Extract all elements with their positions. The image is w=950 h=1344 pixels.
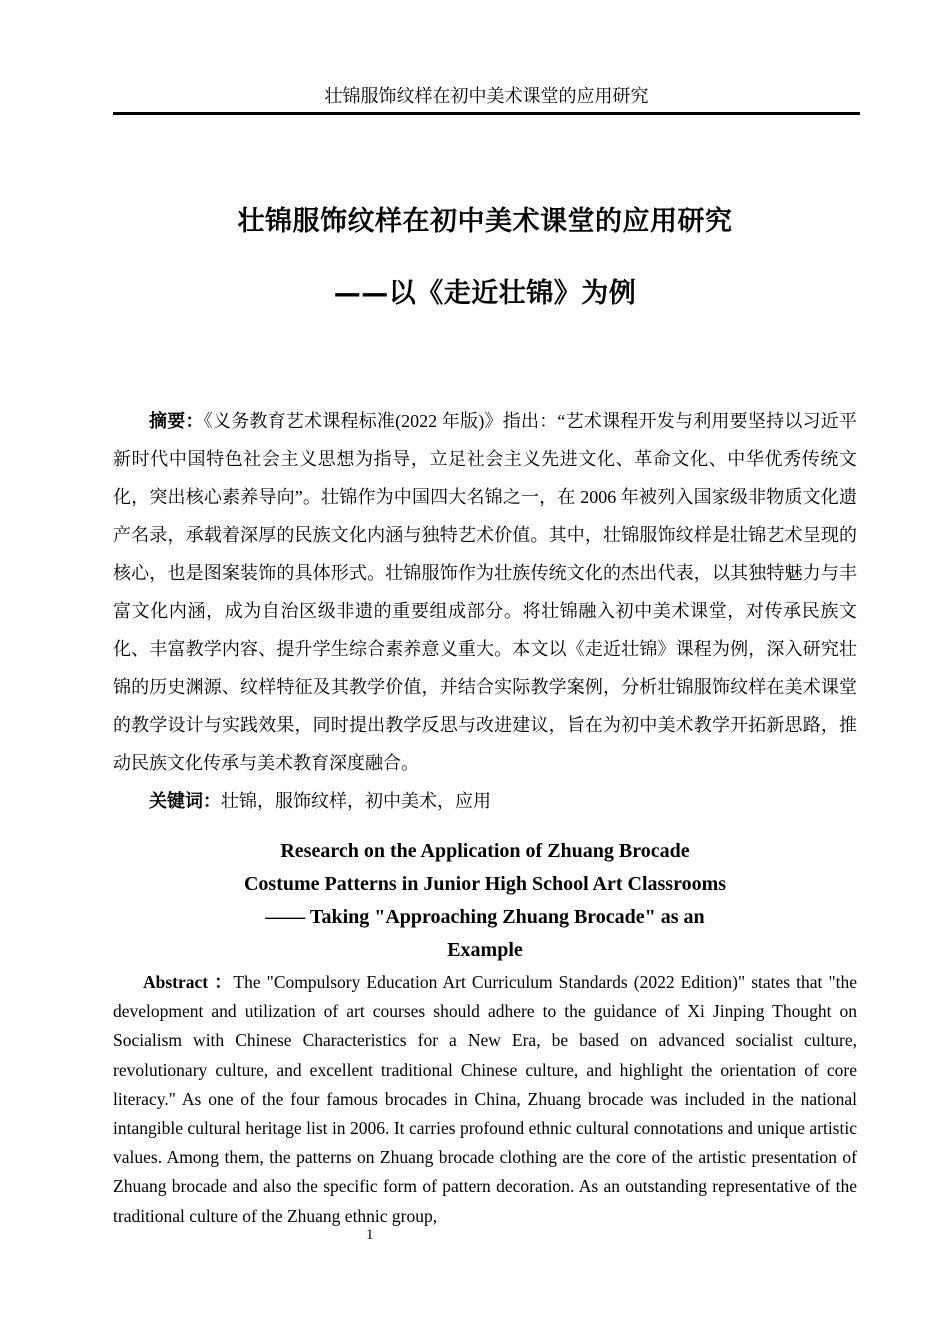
- abstract-cn-label: 摘要：: [149, 411, 204, 431]
- page-number: 1: [366, 1227, 374, 1243]
- abstract-en-label: Abstract ：: [143, 972, 234, 992]
- english-title-line-3: —— Taking "Approaching Zhuang Brocade" as an: [265, 906, 705, 928]
- document-title-cn: 壮锦服饰纹样在初中美术课堂的应用研究: [237, 206, 733, 237]
- running-header: [113, 84, 860, 115]
- document-subtitle-cn: ——以《走近壮锦》为例: [333, 278, 637, 309]
- english-title: [113, 835, 857, 967]
- english-title-line-2: Costume Patterns in Junior High School Art Classrooms: [243, 873, 727, 895]
- chinese-abstract-section: [113, 402, 857, 820]
- abstract-en-paragraph: [113, 968, 857, 1231]
- abstract-en-text: The "Compulsory Education Art Curriculum Standards (2022 Edition)" states that "the development and utilization of art courses should adhere to the guidance of Xi Jinping Thought on Socialism with Chinese Characteristics for a New Era, be based on advanced socialist culture, revolutionary culture, and excellent traditional Chinese culture, and highlight the orientation of core literacy." As one of the four famous brocades in China, Zhuang brocade was included in the national intangible cultural heritage list in 2006. It carries profound ethnic cultural connotations and unique artistic values. Among them, the patterns on Zhuang brocade clothing are the core of the artistic presentation of Zhuang brocade and also the specific form of pattern decoration. As an outstanding representative of the traditional culture of the Zhuang ethnic group,: [113, 972, 857, 1226]
- keywords-paragraph: [113, 782, 857, 820]
- english-title-line-4: Example: [447, 939, 523, 961]
- english-title-line-1: Research on the Application of Zhuang Brocade: [280, 840, 690, 862]
- running-header-title: 壮锦服饰纹样在初中美术课堂的应用研究: [324, 86, 649, 106]
- abstract-cn-text: 《义务教育艺术课程标准(2022 年版)》指出：“艺术课程开发与利用要坚持以习近平新时代中国特色社会主义思想为指导，立足社会主义先进文化、革命文化、中华优秀传统文化，突出核心素养导向”。壮锦作为中国四大名锦之一，在 2006 年被列入国家级非物质文化遗产名录，承载着深厚的民族文化内涵与独特艺术价值。其中，壮锦服饰纹样是壮锦艺术呈现的核心，也是图案装饰的具体形式。壮锦服饰作为壮族传统文化的杰出代表，以其独特魅力与丰富文化内涵，成为自治区级非遗的重要组成部分。将壮锦融入初中美术课堂，对传承民族文化、丰富教学内容、提升学生综合素养意义重大。本文以《走近壮锦》课程为例，深入研究壮锦的历史渊源、纹样特征及其教学价值，并结合实际教学案例，分析壮锦服饰纹样在美术课堂的教学设计与实践效果，同时提出教学反思与改进建议，旨在为初中美术教学开拓新思路，推动民族文化传承与美术教育深度融合。: [113, 411, 858, 773]
- keywords-label: 关键词：: [149, 791, 221, 811]
- keywords-text: 壮锦，服饰纹样，初中美术，应用: [221, 791, 491, 811]
- header-rule: [113, 112, 860, 115]
- abstract-cn-paragraph: [113, 402, 857, 782]
